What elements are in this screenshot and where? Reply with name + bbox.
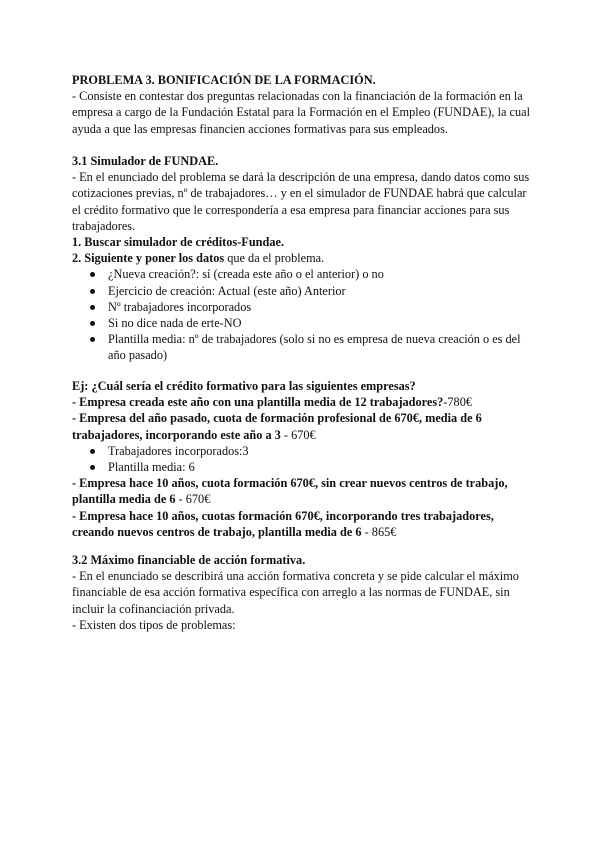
step-2 [72,250,532,266]
section1-heading: 3.1 Simulador de FUNDAE. [72,154,219,168]
bullet-icon [90,272,95,277]
list-item-text: Si no dice nada de erte-NO [108,316,242,331]
example-2-bullet-list [72,443,532,475]
example-2-text: - Empresa del año pasado, cuota de formación profesional de 670€, media de 6 trabajadores, incorporando este año a 3 [72,411,482,442]
section2-body: - En el enunciado se describirá una acción formativa concreta y se pide calcular el máximo financiable de esa acción formativa específica con arreglo a las normas de FUNDAE, sin incluir la cofinanciación privada. [72,569,519,616]
examples-heading: Ej: ¿Cuál sería el crédito formativo para las siguientes empresas? [72,379,416,393]
problem-intro: - Consiste en contestar dos preguntas relacionadas con la financiación de la formación en la empresa a cargo de la Fundación Estatal para la Formación en el Empleo (FUNDAE), la cual ayuda a que las empresas financien acciones formativas para sus empleados. [72,89,531,136]
example-1 [72,394,532,410]
example-3-answer: - 670€ [175,492,211,507]
section2-types: - Existen dos tipos de problemas: [72,617,236,632]
list-item-text: Ejercicio de creación: Actual (este año) Anterior [108,283,346,298]
list-item-text: ¿Nueva creación?: sí (creada este año o el anterior) o no [108,267,384,282]
list-item [72,459,532,475]
example-1-text: - Empresa creada este año con una plantilla media de 12 trabajadores? [72,395,444,410]
example-1-answer: -780€ [443,395,472,410]
example-4 [72,508,532,540]
problem-title: PROBLEMA 3. BONIFICACIÓN DE LA FORMACIÓN. [72,73,376,87]
list-item-text: Nº trabajadores incorporados [108,299,252,314]
list-item [72,266,532,282]
simulator-bullet-list [72,266,532,363]
step-2-bold: 2. Siguiente y poner los datos [72,251,225,266]
bullet-icon [90,449,95,454]
section1-body: - En el enunciado del problema se dará la descripción de una empresa, dando datos como sus cotizaciones previas, nº de trabajadores… y en el simulador de FUNDAE habrá que calcular el crédito formativo que le correspondería a esa empresa para financiar acciones para sus trabajadores. [72,170,530,233]
list-item-text: Plantilla media: 6 [108,460,195,475]
problem-intro-block [72,72,532,137]
list-item-text: Trabajadores incorporados:3 [108,443,249,458]
bullet-icon [90,337,95,342]
examples-block [72,378,532,540]
section-max-financing [72,552,532,633]
list-item [72,299,532,315]
example-4-answer: - 865€ [361,524,397,539]
example-2-answer: - 670€ [280,427,316,442]
list-item [72,283,532,299]
example-3-text: - Empresa hace 10 años, cuota formación 670€, sin crear nuevos centros de trabajo, plantilla media de 6 [72,476,508,507]
list-item-text: Plantilla media: nº de trabajadores (solo si no es empresa de nueva creación o es del año pasado) [108,332,521,363]
section-simulator [72,153,532,364]
bullet-icon [90,465,95,470]
example-3 [72,475,532,507]
list-item [72,315,532,331]
bullet-icon [90,321,95,326]
section2-heading: 3.2 Máximo financiable de acción formativa. [72,553,306,567]
step-2-rest: que da el problema. [224,251,325,266]
bullet-icon [90,305,95,310]
list-item [72,443,532,459]
example-2 [72,410,532,442]
bullet-icon [90,289,95,294]
list-item [72,331,532,363]
example-4-text: - Empresa hace 10 años, cuotas formación 670€, incorporando tres trabajadores, creando nuevos centros de trabajo, plantilla media de 6 [72,508,494,539]
step-1: 1. Buscar simulador de créditos-Fundae. [72,235,285,250]
